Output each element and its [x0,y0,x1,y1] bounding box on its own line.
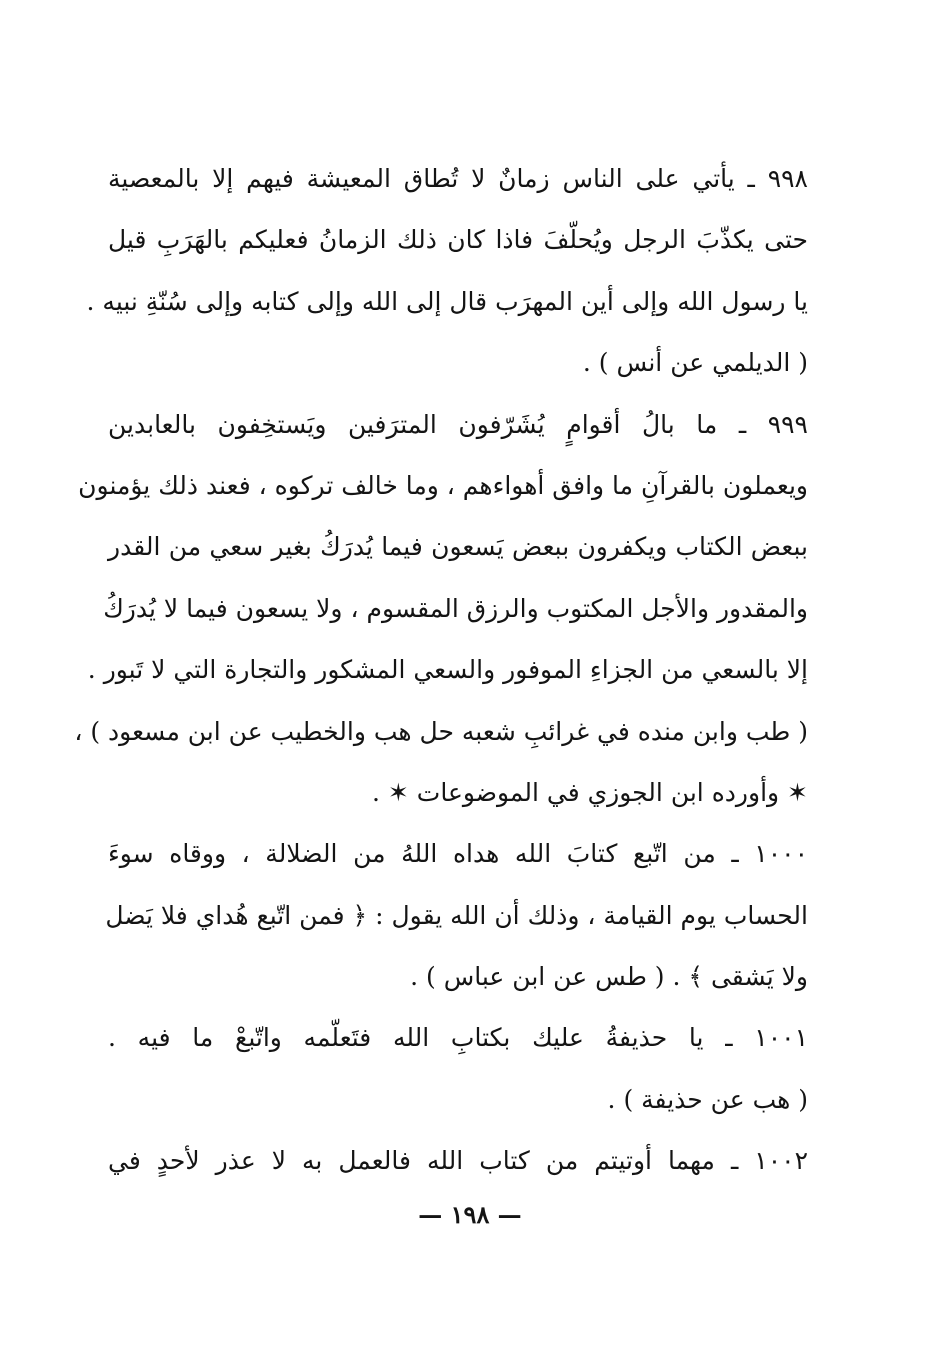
hadith-text-block [74,148,808,1192]
text-line: ٩٩٨ ـ يأتي على الناس زمانٌ لا تُطاق المعيشة فيهم إلا بالمعصية [108,164,808,193]
source-citation: ( هب عن حذيفة ) . [607,1084,808,1114]
text-line: ١٠٠٠ ـ من اتّبع كتابَ الله هداه اللهُ من الضلالة ، ووقاه سوءَ [108,839,808,869]
source-citation: ✶ وأورده ابن الجوزي في الموضوعات ✶ . [372,777,808,807]
page-number: — ١٩٨ — [418,1200,522,1229]
text-line: يا رسول الله وإلى أين المهرَب قال إلى الله وإلى كتابه وإلى سُنّةِ نبيه . [86,286,808,316]
text-line: ١٠٠٢ ـ مهما أوتيتم من كتاب الله فالعمل به لا عذر لأحدٍ في [108,1146,808,1176]
text-line: ببعض الكتاب ويكفرون ببعض يَسعون فيما يُدرَكُ بغير سعي من القدر [108,532,808,562]
source-citation: ( طب وابن منده في غرائبِ شعبه حل هب والخطيب عن ابن مسعود ) ، [74,716,808,746]
text-line: الحساب يوم القيامة ، وذلك أن الله يقول : ﴿ فمن اتّبع هُداي فلا يَضل [105,900,808,930]
text-line: ١٠٠١ ـ يا حذيفةُ عليك بكتابِ الله فتَعلّمه واتّبعْ ما فيه . [108,1023,808,1053]
text-line: إلا بالسعي من الجزاءِ الموفور والسعي المشكور والتجارة التي لا تَبور . [87,655,808,685]
text-line: ٩٩٩ ـ ما بالُ أقوامٍ يُشَرّفون المترَفين ويَستخِفون بالعابدين [108,409,808,439]
source-citation: ( الديلمي عن أنس ) . [582,348,808,378]
text-line: ويعملون بالقرآنِ ما وافق أهواءهم ، وما خالف تركوه ، فعند ذلك يؤمنون [78,470,808,500]
text-line: حتى يكذّبَ الرجل ويُحلّفَ فاذا كان ذلك الزمانُ فعليكم بالهَرَبِ قيل [108,225,808,255]
text-line: والمقدور والأجل المكتوب والرزق المقسوم ، ولا يسعون فيما لا يُدرَكُ [103,593,808,623]
source-citation: ولا يَشقى ﴾ . ( طس عن ابن عباس ) . [410,962,808,992]
